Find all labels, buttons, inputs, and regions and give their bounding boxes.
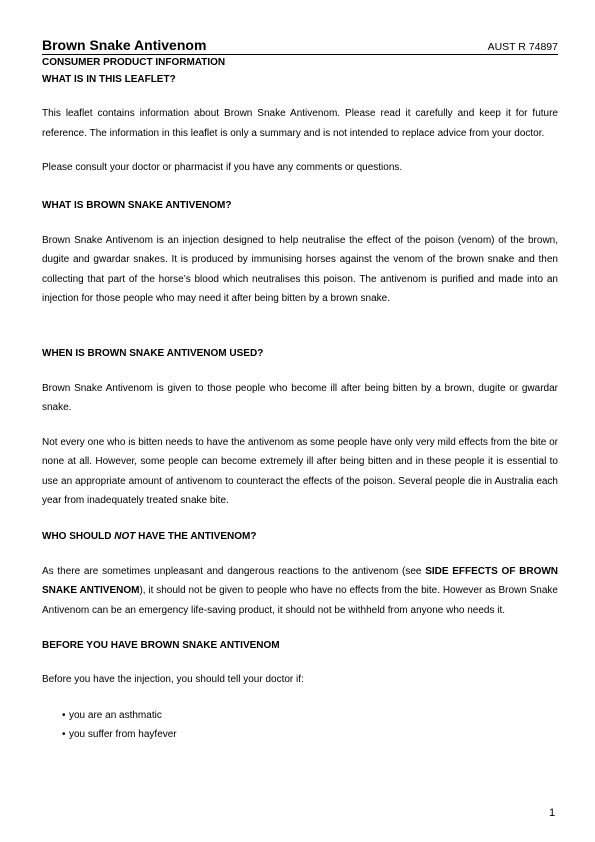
who-not-side-effects-ref: SIDE EFFECTS OF BROWN SNAKE ANTIVENOM [42,565,559,596]
page-number: 1 [549,807,556,819]
section-heading-what-is: WHAT IS BROWN SNAKE ANTIVENOM? [42,199,232,211]
bullet-icon [62,706,66,726]
section-heading-when-used: WHEN IS BROWN SNAKE ANTIVENOM USED? [42,347,264,359]
section-heading-leaflet: WHAT IS IN THIS LEAFLET? [42,74,176,85]
who-not-text-post: ), it should not be given to people who have no effects from the bite. However as Brown Snake Antivenom can be an emergency life-saving product, it should not be withheld from anyone who needs it. [42,585,558,616]
paragraph-when-used-1: Brown Snake Antivenom is given to those people who become ill after being bitten by a brown, dugite or gwardar snake. [42,382,558,413]
document-subtitle: CONSUMER PRODUCT INFORMATION [42,57,226,68]
section-heading-before: BEFORE YOU HAVE BROWN SNAKE ANTIVENOM [42,640,280,651]
section-heading-who-not [42,530,558,544]
heading-who-not-emphasis: NOT [114,530,136,542]
bullet-icon [62,725,66,745]
paragraph-leaflet-1: This leaflet contains information about Brown Snake Antivenom. Please read it carefully and keep it for future reference. The information in this leaflet is only a summary and is not intended to replace advice from your doctor. [42,108,558,139]
paragraph-what-is-1: Brown Snake Antivenom is an injection designed to help neutralise the effect of the poison (venom) of the brown, dugite and gwardar snakes. It is produced by immunising horses against the venom of the brown snake and then collecting that part of the horse’s blood which neutralises this poison. The antivenom is purified and made into an injection for those people who may need it after being bitten by a brown snake. [42,234,558,304]
document-title: Brown Snake Antivenom [42,37,207,53]
list-item: • you are an asthmatic [42,706,558,726]
heading-who-not-post: HAVE THE ANTIVENOM? [135,530,257,542]
who-not-text-pre: As there are sometimes unpleasant and dangerous reactions to the antivenom (see [42,565,426,577]
paragraph-leaflet-2: Please consult your doctor or pharmacist if you have any comments or questions. [42,162,403,173]
paragraph-when-used-2: Not every one who is bitten needs to have the antivenom as some people have only very mild effects from the bite or none at all. However, some people can become extremely ill after being bitten and in these people it is essential to use an appropriate amount of antivenom to counteract the effects of the poison. Several people die in Australia each year from inadequately treated snake bite. [42,436,558,506]
list-item: • you suffer from hayfever [42,725,558,745]
paragraph-before-1: Before you have the injection, you should tell your doctor if: [42,674,304,685]
paragraph-who-not-1 [42,562,558,621]
heading-who-not-pre: WHO SHOULD [42,530,115,542]
before-bullet-list [42,706,558,745]
title-row [42,37,558,55]
document-page [42,37,558,745]
registration-number: AUST R 74897 [487,41,558,53]
